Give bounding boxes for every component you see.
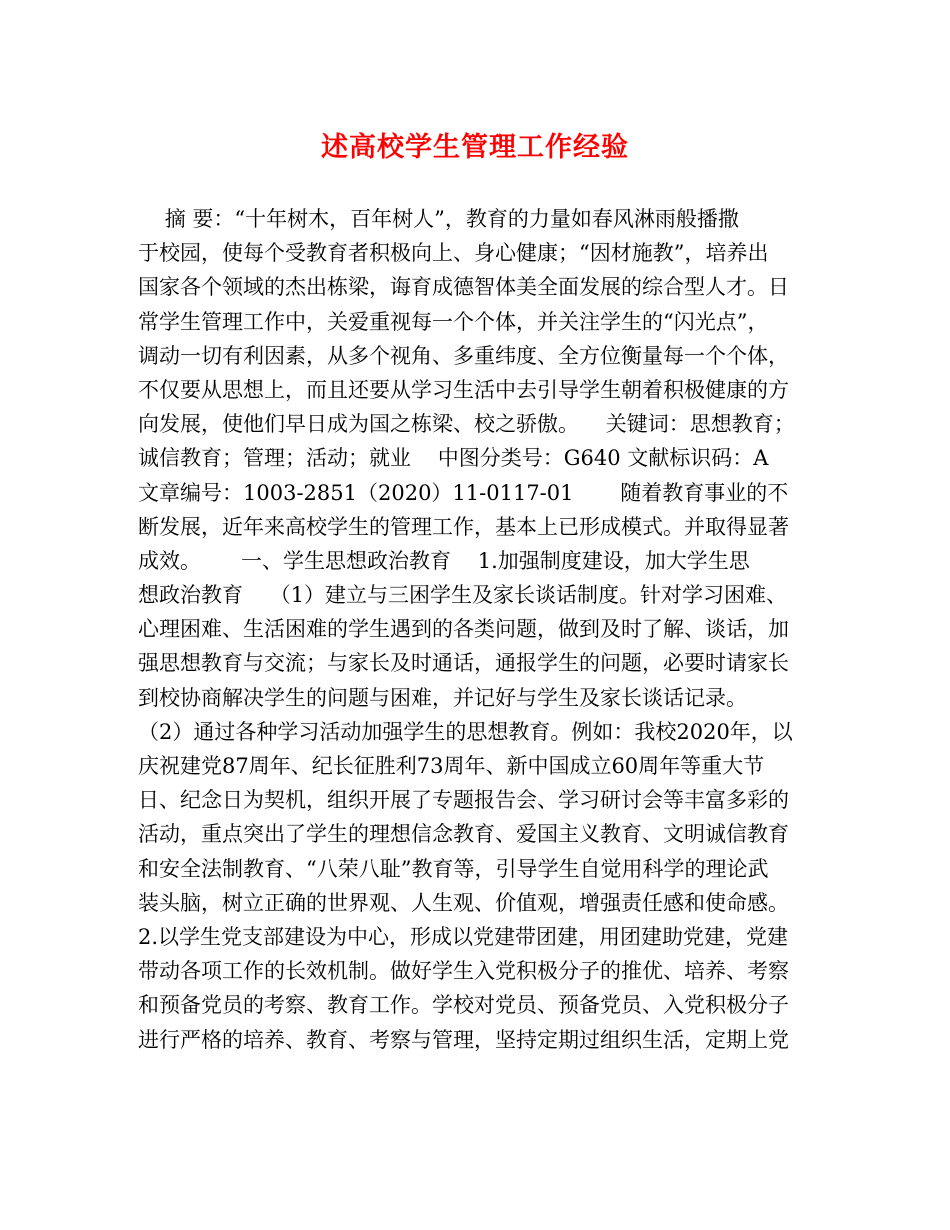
body-line-19: 活动，重点突出了学生的理想信念教育、爱国主义教育、文明诚信教育 [138, 822, 789, 847]
body-line-12: 想政治教育 （1）建立与三困学生及家长谈话制度。针对学习困难、 [138, 583, 788, 608]
body-line-16: （2）通过各种学习活动加强学生的思想教育。例如：我校2020年，以 [138, 719, 793, 744]
body-line-3: 国家各个领域的杰出栋梁，诲育成德智体美全面发展的综合型人才。日 [138, 275, 789, 300]
body-line-23: 带动各项工作的长效机制。做好学生入党积极分子的推优、培养、考察 [138, 959, 789, 984]
body-line-15: 到校协商解决学生的问题与困难，并记好与学生及家长谈话记录。 [138, 685, 747, 710]
body-line-21: 装头脑，树立正确的世界观、人生观、价值观，增强责任感和使命感。 [138, 890, 789, 915]
body-line-4: 常学生管理工作中，关爱重视每一个个体，并关注学生的“闪光点”， [138, 309, 769, 334]
body-line-8: 诚信教育；管理；活动；就业 中图分类号：G640 文献标识码：A [138, 446, 769, 471]
body-line-9: 文章编号：1003-2851（2020）11-0117-01 随着教育事业的不 [138, 480, 789, 505]
body-line-17: 庆祝建党87周年、纪长征胜利73周年、新中国成立60周年等重大节 [138, 754, 765, 778]
body-line-13: 心理困难、生活困难的学生遇到的各类问题，做到及时了解、谈话，加 [138, 617, 789, 642]
body-line-6: 不仅要从思想上，而且还要从学习生活中去引导学生朝着积极健康的方 [138, 377, 789, 402]
body-line-7: 向发展，使他们早日成为国之栋梁、校之骄傲。 关键词：思想教育； [138, 412, 795, 437]
body-line-18: 日、纪念日为契机，组织开展了专题报告会、学习研讨会等丰富多彩的 [138, 788, 789, 813]
body-line-22: 2.以学生党支部建设为中心，形成以党建带团建，用团建助党建，党建 [138, 924, 789, 949]
body-line-1: 摘 要：“十年树木，百年树人”，教育的力量如春风淋雨般播撒 [138, 207, 739, 231]
body-text [138, 202, 828, 1057]
body-line-25: 进行严格的培养、教育、考察与管理，坚持定期过组织生活，定期上党 [138, 1027, 789, 1052]
page-title: 述高校学生管理工作经验 [321, 132, 629, 163]
body-line-10: 断发展，近年来高校学生的管理工作，基本上已形成模式。并取得显著 [138, 514, 789, 539]
body-line-2: 于校园，使每个受教育者积极向上、身心健康；“因材施教”，培养出 [138, 241, 769, 266]
body-line-5: 调动一切有利因素，从多个视角、多重纬度、全方位衡量每一个个体， [138, 343, 789, 368]
body-line-24: 和预备党员的考察、教育工作。学校对党员、预备党员、入党积极分子 [138, 993, 789, 1018]
body-line-20: 和安全法制教育、“八荣八耻”教育等，引导学生自觉用科学的理论武 [138, 856, 769, 881]
body-line-11: 成效。 一、学生思想政治教育 1.加强制度建设，加大学生思 [138, 548, 750, 573]
body-line-14: 强思想教育与交流；与家长及时通话，通报学生的问题，必要时请家长 [138, 651, 789, 676]
